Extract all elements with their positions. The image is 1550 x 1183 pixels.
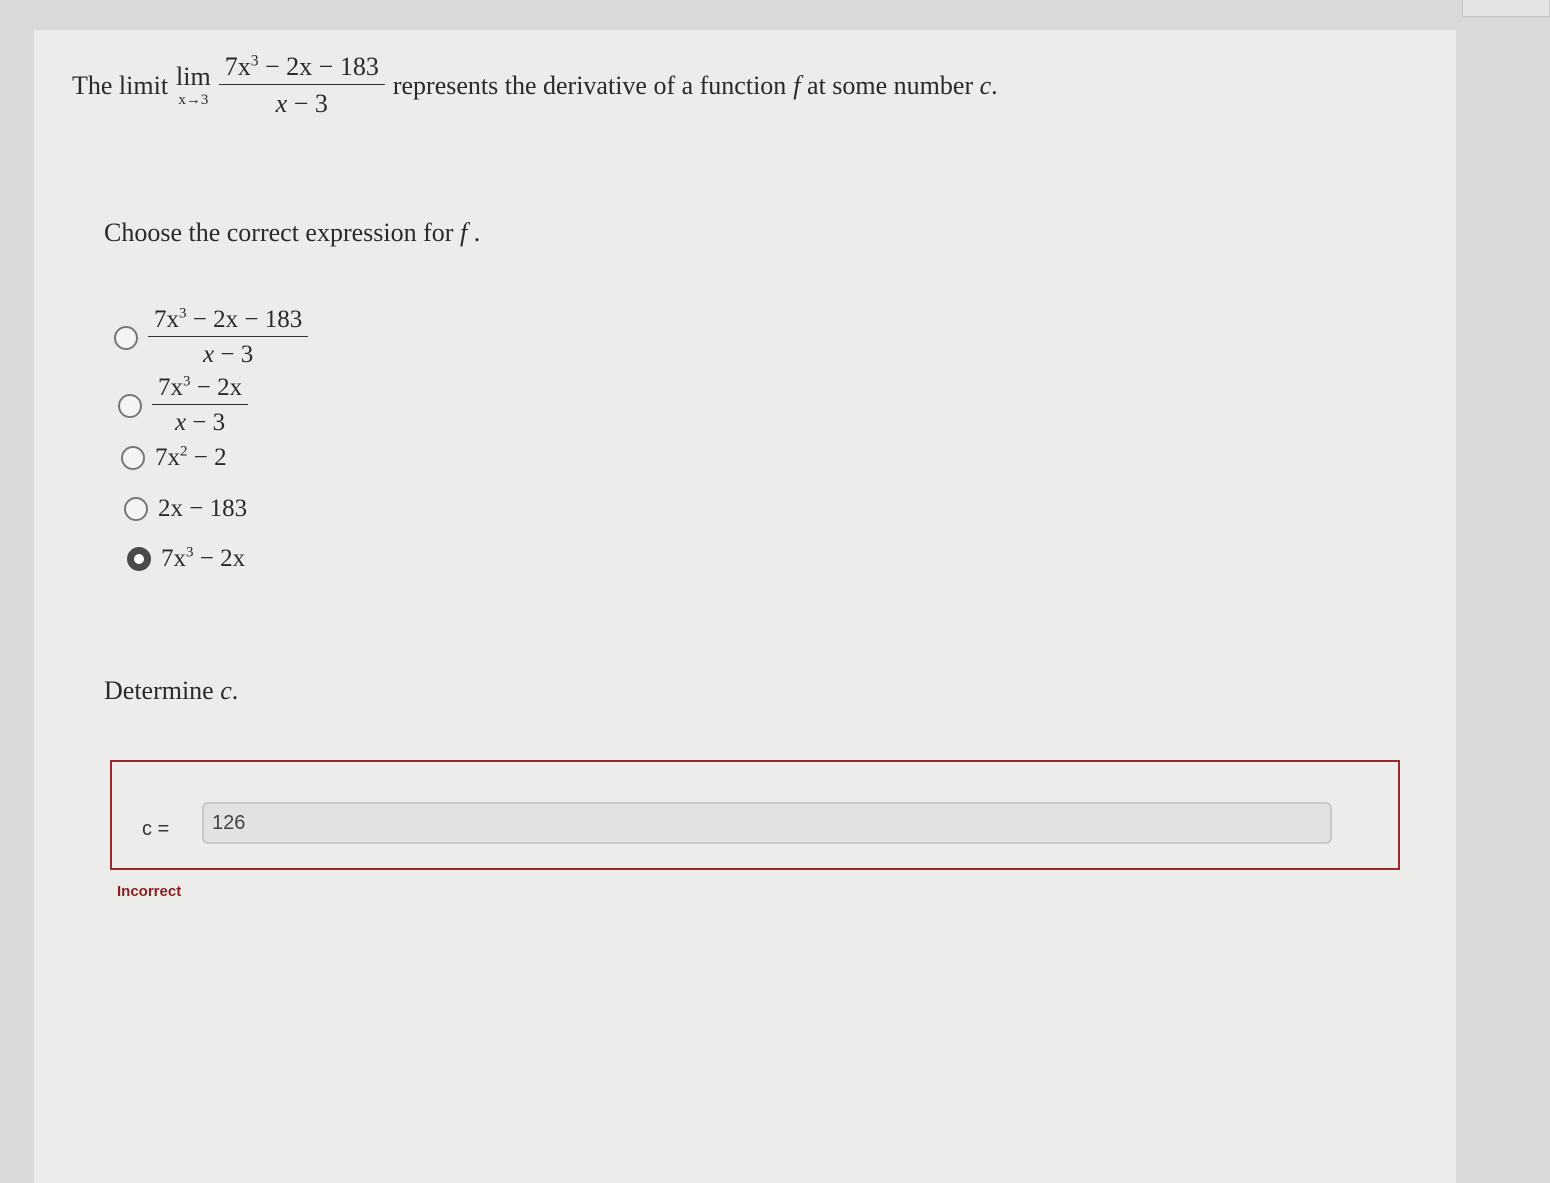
lim-subscript: x→3 <box>178 92 209 108</box>
option-4-label: 2x − 183 <box>158 495 248 522</box>
option-5[interactable] <box>127 545 245 573</box>
problem-end: . <box>991 70 998 100</box>
function-f: f <box>793 70 801 100</box>
limit-fraction <box>219 52 385 119</box>
limit-operator <box>176 62 211 109</box>
option-4[interactable] <box>124 495 247 523</box>
corner-tab <box>1462 0 1550 17</box>
determine-c-text: Determine <box>104 676 221 705</box>
answer-box <box>110 760 1400 870</box>
option-1-fraction <box>148 306 308 369</box>
option-3[interactable] <box>121 444 227 472</box>
radio-button[interactable] <box>118 394 142 418</box>
c-answer-value: 126 <box>212 811 246 834</box>
option-1-denominator: x − 3 <box>202 341 254 368</box>
problem-mid: represents the derivative of a function <box>392 70 787 100</box>
determine-c-prompt <box>104 676 238 706</box>
option-2[interactable] <box>118 374 248 437</box>
radio-button[interactable] <box>121 446 145 470</box>
option-5-label: $7x^3 - 2x$ <box>161 544 246 572</box>
option-2-numerator: $7x^3 - 2x$ <box>152 374 248 405</box>
radio-button-selected[interactable] <box>127 547 151 571</box>
c-answer-input[interactable] <box>202 802 1332 844</box>
option-2-fraction <box>152 374 248 437</box>
radio-button[interactable] <box>114 326 138 350</box>
problem-statement <box>72 52 998 119</box>
option-1-numerator: $7x^3 - 2x - 183$ <box>148 306 308 337</box>
option-3-label: $7x^2 - 2$ <box>155 443 227 471</box>
c-label: c = <box>142 818 170 840</box>
problem-prefix: The limit <box>72 70 169 100</box>
radio-button[interactable] <box>124 497 148 521</box>
number-c: c <box>979 70 992 100</box>
limit-numerator: $7x^3 - 2x - 183$ <box>219 52 385 85</box>
determine-c-end: . <box>231 676 239 705</box>
lim-word: lim <box>176 62 211 91</box>
option-1[interactable] <box>114 306 308 369</box>
choose-f-var: f <box>459 218 468 247</box>
limit-denominator: x − 3 <box>275 89 328 118</box>
option-2-denominator: x − 3 <box>174 409 226 436</box>
problem-suffix: at some number <box>800 70 980 100</box>
choose-f-prompt <box>104 218 480 248</box>
choose-f-text: Choose the correct expression for <box>104 218 460 247</box>
status-incorrect: Incorrect <box>117 883 182 900</box>
choose-f-end: . <box>467 218 481 247</box>
page-lower-panel <box>95 960 1456 1183</box>
determine-c-var: c <box>220 676 232 705</box>
